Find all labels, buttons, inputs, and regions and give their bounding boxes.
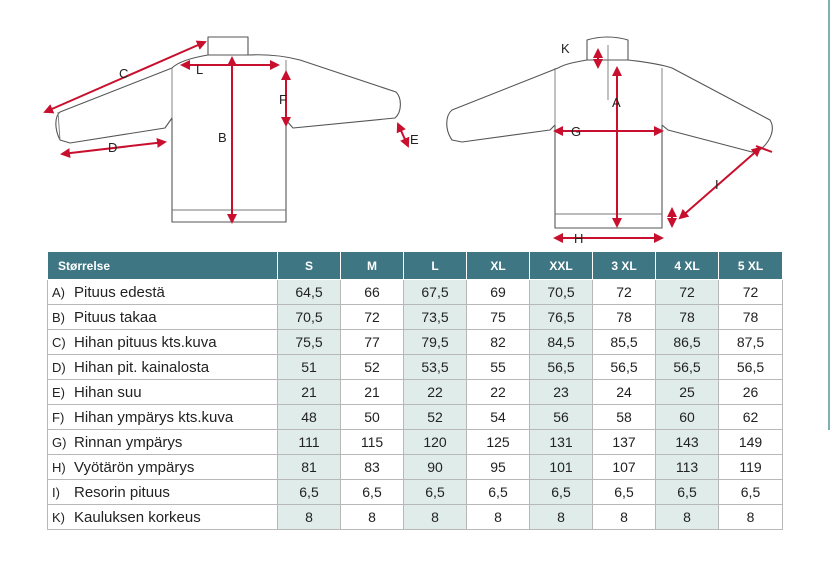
value-cell: 72: [593, 280, 656, 305]
row-letter: H): [52, 459, 66, 475]
table-row: [48, 480, 783, 505]
value-cell: 56,5: [593, 355, 656, 380]
label-k: K: [561, 41, 570, 56]
value-cell: 6,5: [656, 480, 719, 505]
value-cell: 8: [278, 505, 341, 530]
header-size-s: S: [278, 252, 341, 280]
value-cell: 56,5: [719, 355, 783, 380]
header-size-4xl: 4 XL: [656, 252, 719, 280]
value-cell: 87,5: [719, 330, 783, 355]
value-cell: 64,5: [278, 280, 341, 305]
header-size-3xl: 3 XL: [593, 252, 656, 280]
value-cell: 72: [719, 280, 783, 305]
label-h: H: [574, 231, 584, 246]
row-measurement-name: Hihan pit. kainalosta: [74, 358, 210, 376]
value-cell: 101: [530, 455, 593, 480]
header-size-xxl: XXL: [530, 252, 593, 280]
value-cell: 107: [593, 455, 656, 480]
table-row: [48, 405, 783, 430]
header-size-5xl: 5 XL: [719, 252, 783, 280]
header-size-label: Størrelse: [48, 252, 278, 280]
value-cell: 125: [467, 430, 530, 455]
row-label-cell: [48, 430, 278, 455]
value-cell: 8: [530, 505, 593, 530]
value-cell: 26: [719, 380, 783, 405]
value-cell: 67,5: [404, 280, 467, 305]
value-cell: 8: [656, 505, 719, 530]
value-cell: 72: [656, 280, 719, 305]
value-cell: 78: [593, 305, 656, 330]
row-measurement-name: Pituus edestä: [74, 283, 165, 301]
label-d: D: [108, 140, 118, 155]
value-cell: 86,5: [656, 330, 719, 355]
value-cell: 119: [719, 455, 783, 480]
value-cell: 52: [341, 355, 404, 380]
value-cell: 70,5: [530, 280, 593, 305]
row-label-cell: [48, 330, 278, 355]
label-l: L: [196, 62, 204, 77]
table-row: [48, 430, 783, 455]
value-cell: 82: [467, 330, 530, 355]
header-size-m: M: [341, 252, 404, 280]
value-cell: 24: [593, 380, 656, 405]
value-cell: 51: [278, 355, 341, 380]
value-cell: 62: [719, 405, 783, 430]
value-cell: 6,5: [404, 480, 467, 505]
table-body: [48, 280, 783, 530]
row-letter: B): [52, 309, 65, 325]
row-measurement-name: Resorin pituus: [74, 483, 170, 501]
garment-illustrations: [0, 0, 830, 250]
row-measurement-name: Pituus takaa: [74, 308, 157, 326]
value-cell: 85,5: [593, 330, 656, 355]
value-cell: 111: [278, 430, 341, 455]
value-cell: 22: [404, 380, 467, 405]
value-cell: 48: [278, 405, 341, 430]
value-cell: 6,5: [278, 480, 341, 505]
row-label-cell: [48, 455, 278, 480]
row-measurement-name: Hihan ympärys kts.kuva: [74, 408, 234, 426]
row-letter: C): [52, 334, 66, 350]
value-cell: 70,5: [278, 305, 341, 330]
header-size-xl: XL: [467, 252, 530, 280]
value-cell: 6,5: [719, 480, 783, 505]
row-letter: E): [52, 384, 65, 400]
row-label-cell: [48, 405, 278, 430]
label-i: I: [715, 177, 719, 192]
table-header-row: [48, 252, 783, 280]
row-letter: A): [52, 284, 65, 300]
value-cell: 6,5: [593, 480, 656, 505]
value-cell: 56,5: [530, 355, 593, 380]
value-cell: 56,5: [656, 355, 719, 380]
value-cell: 8: [719, 505, 783, 530]
measure-line-i: [680, 148, 760, 218]
value-cell: 73,5: [404, 305, 467, 330]
row-label-cell: [48, 305, 278, 330]
row-letter: F): [52, 409, 65, 425]
row-label-cell: [48, 355, 278, 380]
value-cell: 53,5: [404, 355, 467, 380]
size-chart-table: [47, 251, 783, 530]
value-cell: 76,5: [530, 305, 593, 330]
row-letter: K): [52, 509, 65, 525]
label-f: F: [279, 92, 287, 107]
table-row: [48, 355, 783, 380]
table-row: [48, 305, 783, 330]
measure-line-e: [398, 124, 408, 146]
value-cell: 113: [656, 455, 719, 480]
header-size-l: L: [404, 252, 467, 280]
value-cell: 55: [467, 355, 530, 380]
value-cell: 22: [467, 380, 530, 405]
value-cell: 143: [656, 430, 719, 455]
value-cell: 77: [341, 330, 404, 355]
value-cell: 21: [278, 380, 341, 405]
value-cell: 8: [593, 505, 656, 530]
value-cell: 21: [341, 380, 404, 405]
value-cell: 75: [467, 305, 530, 330]
value-cell: 75,5: [278, 330, 341, 355]
value-cell: 8: [404, 505, 467, 530]
row-measurement-name: Rinnan ympärys: [74, 433, 183, 451]
value-cell: 131: [530, 430, 593, 455]
row-measurement-name: Vyötärön ympärys: [74, 458, 195, 476]
value-cell: 83: [341, 455, 404, 480]
row-measurement-name: Hihan suu: [74, 383, 142, 401]
value-cell: 6,5: [467, 480, 530, 505]
label-a: A: [612, 95, 621, 110]
value-cell: 90: [404, 455, 467, 480]
value-cell: 95: [467, 455, 530, 480]
table-row: [48, 380, 783, 405]
front-view-jacket: [447, 37, 773, 228]
value-cell: 6,5: [341, 480, 404, 505]
garment-diagram: [0, 0, 830, 250]
row-label-cell: [48, 480, 278, 505]
table-row: [48, 280, 783, 305]
table-row: [48, 330, 783, 355]
table-row: [48, 455, 783, 480]
value-cell: 78: [656, 305, 719, 330]
value-cell: 115: [341, 430, 404, 455]
value-cell: 50: [341, 405, 404, 430]
value-cell: 52: [404, 405, 467, 430]
value-cell: 149: [719, 430, 783, 455]
label-c: C: [119, 66, 129, 81]
value-cell: 79,5: [404, 330, 467, 355]
row-label-cell: [48, 505, 278, 530]
value-cell: 23: [530, 380, 593, 405]
value-cell: 81: [278, 455, 341, 480]
value-cell: 8: [467, 505, 530, 530]
value-cell: 60: [656, 405, 719, 430]
value-cell: 8: [341, 505, 404, 530]
value-cell: 137: [593, 430, 656, 455]
row-label-cell: [48, 280, 278, 305]
row-letter: I): [52, 484, 60, 500]
row-letter: D): [52, 359, 66, 375]
table-row: [48, 505, 783, 530]
label-g: G: [571, 124, 582, 139]
value-cell: 72: [341, 305, 404, 330]
label-e: E: [410, 132, 419, 147]
value-cell: 56: [530, 405, 593, 430]
value-cell: 69: [467, 280, 530, 305]
value-cell: 66: [341, 280, 404, 305]
value-cell: 54: [467, 405, 530, 430]
value-cell: 25: [656, 380, 719, 405]
value-cell: 120: [404, 430, 467, 455]
value-cell: 6,5: [530, 480, 593, 505]
row-measurement-name: Kauluksen korkeus: [74, 508, 201, 526]
row-measurement-name: Hihan pituus kts.kuva: [74, 333, 217, 351]
value-cell: 78: [719, 305, 783, 330]
row-letter: G): [52, 434, 67, 450]
value-cell: 84,5: [530, 330, 593, 355]
label-b: B: [218, 130, 227, 145]
value-cell: 58: [593, 405, 656, 430]
row-label-cell: [48, 380, 278, 405]
